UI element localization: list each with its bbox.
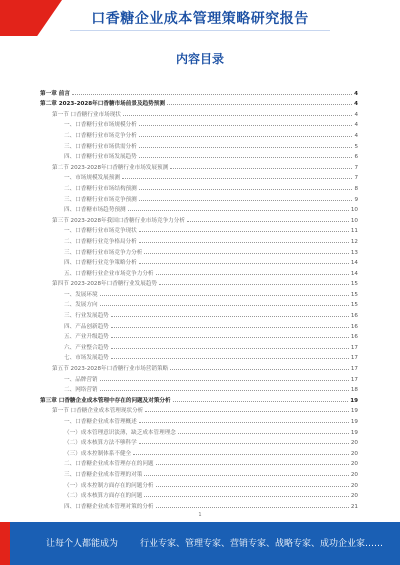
- toc-leader-dots: [139, 443, 349, 444]
- toc-entry-page: 14: [350, 270, 358, 277]
- toc-entry-page: 10: [350, 217, 358, 224]
- toc-entry[interactable]: [40, 150, 358, 161]
- toc-entry-title: 一、品牌营销: [64, 376, 98, 383]
- footer-slogan-left: 让每个人都能成为: [46, 539, 119, 549]
- toc-leader-dots: [128, 210, 349, 211]
- toc-entry-title: （二）成本核算方面存在的问题: [64, 493, 143, 500]
- toc-leader-dots: [139, 147, 353, 148]
- toc-entry[interactable]: [40, 372, 358, 383]
- toc-leader-dots: [139, 200, 353, 201]
- toc-entry[interactable]: [40, 118, 358, 129]
- toc-leader-dots: [144, 496, 349, 497]
- toc-leader-dots: [170, 369, 349, 370]
- table-of-contents: [40, 86, 358, 510]
- toc-entry[interactable]: [40, 139, 358, 150]
- toc-entry-title: 四、口香糖企业成本管理对策的分析: [64, 503, 154, 510]
- toc-entry-title: 第四节 2023-2028年口香糖行业发展趋势: [52, 281, 157, 288]
- toc-entry-page: 20: [350, 461, 358, 468]
- toc-leader-dots: [139, 125, 353, 126]
- toc-entry[interactable]: [40, 160, 358, 171]
- toc-leader-dots: [100, 305, 349, 306]
- toc-leader-dots: [111, 316, 349, 317]
- toc-leader-dots: [156, 486, 349, 487]
- toc-entry-title: 三、口香糖行业市场竞争预测: [64, 196, 137, 203]
- toc-leader-dots: [139, 231, 349, 232]
- toc-entry[interactable]: [40, 107, 358, 118]
- toc-entry-page: 17: [350, 344, 358, 351]
- toc-leader-dots: [100, 295, 349, 296]
- toc-entry-page: 18: [350, 387, 358, 394]
- toc-entry[interactable]: [40, 446, 358, 457]
- toc-entry[interactable]: [40, 478, 358, 489]
- toc-leader-dots: [139, 242, 349, 243]
- toc-entry-page: 19: [350, 408, 358, 415]
- toc-leader-dots: [156, 464, 349, 465]
- toc-entry-title: 二、口香糖行业市场竞争分析: [64, 132, 137, 139]
- toc-entry-title: 第一章 前言: [40, 90, 70, 97]
- toc-entry-page: 5: [354, 143, 358, 150]
- toc-entry-page: 20: [350, 482, 358, 489]
- toc-entry-title: 一、市场规模发展预测: [64, 175, 120, 182]
- toc-entry[interactable]: [40, 277, 358, 288]
- toc-leader-dots: [173, 401, 349, 402]
- toc-leader-dots: [139, 422, 349, 423]
- toc-entry-title: 七、市场发展趋势: [64, 355, 109, 362]
- toc-entry-page: 17: [350, 376, 358, 383]
- toc-entry[interactable]: [40, 361, 358, 372]
- toc-leader-dots: [100, 390, 349, 391]
- toc-entry[interactable]: [40, 467, 358, 478]
- toc-entry[interactable]: [40, 436, 358, 447]
- toc-entry-page: 19: [350, 419, 358, 425]
- toc-entry-title: （一）成本控制方面存在的问题分析: [64, 482, 154, 489]
- toc-entry-page: 4: [354, 122, 358, 129]
- toc-leader-dots: [100, 380, 349, 381]
- toc-entry[interactable]: [40, 457, 358, 468]
- toc-leader-dots: [159, 284, 349, 285]
- toc-entry-title: 第五节 2023-2028年口香糖行业市场营销策略: [52, 366, 169, 373]
- toc-entry-page: 20: [350, 440, 358, 447]
- toc-entry-title: 二、口香糖行业市场结构预测: [64, 185, 137, 192]
- toc-entry-title: 六、产业整合趋势: [64, 344, 109, 351]
- toc-entry-page: 12: [350, 238, 358, 245]
- toc-heading: 内容目录: [175, 52, 224, 66]
- toc-entry-page: 19: [350, 397, 358, 404]
- toc-leader-dots: [111, 358, 349, 359]
- toc-entry[interactable]: [40, 414, 358, 425]
- toc-leader-dots: [123, 115, 353, 116]
- toc-entry-title: 第一节 口香糖行业市场现状: [52, 111, 121, 118]
- toc-entry-page: 15: [350, 291, 358, 298]
- toc-leader-dots: [156, 274, 349, 275]
- toc-leader-dots: [72, 94, 352, 95]
- toc-entry-title: 四、产品创新趋势: [64, 323, 109, 330]
- toc-entry[interactable]: [40, 203, 358, 214]
- toc-leader-dots: [139, 136, 353, 137]
- toc-entry-title: 五、口香糖行业企业市场竞争力分析: [64, 270, 154, 277]
- toc-entry-page: 21: [350, 503, 358, 510]
- toc-leader-dots: [144, 475, 349, 476]
- toc-entry-page: 7: [354, 175, 358, 182]
- toc-entry-page: 17: [350, 366, 358, 373]
- toc-entry-title: 第三章 口香糖企业成本管理中存在的问题及对策分析: [40, 397, 171, 404]
- page-header: [0, 0, 400, 38]
- toc-entry-page: 7: [354, 164, 358, 171]
- toc-leader-dots: [187, 221, 349, 222]
- toc-leader-dots: [170, 168, 352, 169]
- footer-banner: [0, 522, 400, 565]
- toc-leader-dots: [145, 411, 349, 412]
- toc-leader-dots: [139, 189, 353, 190]
- toc-entry-title: 三、口香糖行业市场供需分析: [64, 143, 137, 150]
- toc-leader-dots: [178, 433, 349, 434]
- toc-entry-title: 四、口香糖市场趋势预测: [64, 207, 126, 214]
- toc-entry-page: 19: [350, 429, 358, 436]
- footer-slogan-right: 行业专家、管理专家、营销专家、战略专家、成功企业家……: [140, 539, 384, 549]
- toc-entry[interactable]: [40, 171, 358, 182]
- toc-entry-title: （二）成本核算方法不够科学: [64, 440, 137, 447]
- toc-entry-title: 二、口香糖企业成本管理存在的问题: [64, 461, 154, 468]
- toc-entry[interactable]: [40, 383, 358, 394]
- toc-entry-page: 4: [354, 101, 358, 108]
- toc-entry-title: 第二节 2023-2028年口香糖行业市场发展预测: [52, 164, 169, 171]
- toc-entry-page: 16: [350, 313, 358, 320]
- toc-entry[interactable]: [40, 393, 358, 404]
- toc-entry-title: 第三节 2023-2028年我国口香糖行业市场竞争力分析: [52, 217, 185, 224]
- footer-slogan: [46, 536, 383, 549]
- toc-entry[interactable]: [40, 213, 358, 224]
- toc-entry-page: 6: [354, 154, 358, 161]
- toc-leader-dots: [139, 263, 349, 264]
- toc-entry-title: 二、口香糖行业竞争格局分析: [64, 238, 137, 245]
- toc-entry[interactable]: [40, 86, 358, 97]
- toc-entry-title: 第一节 口香糖企业成本管理现状分析: [52, 408, 144, 415]
- toc-entry[interactable]: [40, 330, 358, 341]
- toc-entry[interactable]: [40, 256, 358, 267]
- toc-leader-dots: [156, 507, 349, 508]
- toc-entry[interactable]: [40, 97, 358, 108]
- toc-entry-page: 4: [354, 111, 358, 118]
- title-underline: [70, 30, 330, 31]
- toc-leader-dots: [111, 348, 349, 349]
- toc-entry[interactable]: [40, 351, 358, 362]
- toc-entry-title: 一、发展环境: [64, 291, 98, 298]
- toc-leader-dots: [111, 327, 349, 328]
- toc-entry-title: 一、口香糖企业成本管理概述: [64, 419, 137, 425]
- toc-entry[interactable]: [40, 308, 358, 319]
- toc-entry[interactable]: [40, 192, 358, 203]
- toc-entry-title: 四、口香糖行业市场发展趋势: [64, 154, 137, 161]
- toc-leader-dots: [144, 253, 349, 254]
- toc-entry-page: 10: [350, 207, 358, 214]
- toc-entry-page: 13: [350, 249, 358, 256]
- toc-entry-title: 一、口香糖行业市场规模分析: [64, 122, 137, 129]
- toc-entry-title: 三、口香糖企业成本管理的对策: [64, 471, 143, 478]
- toc-entry-page: 16: [350, 334, 358, 341]
- toc-leader-dots: [111, 337, 349, 338]
- toc-entry-title: 二、发展方向: [64, 302, 98, 309]
- document-title: 口香糖企业成本管理策略研究报告: [91, 11, 309, 27]
- toc-leader-dots: [122, 178, 352, 179]
- toc-entry-page: 4: [354, 90, 358, 97]
- toc-entry[interactable]: [40, 404, 358, 415]
- toc-entry-page: 17: [350, 355, 358, 362]
- page-number: 1: [198, 512, 202, 518]
- toc-entry-title: 二、网络营销: [64, 387, 98, 394]
- toc-entry[interactable]: [40, 234, 358, 245]
- toc-entry-page: 11: [350, 228, 358, 235]
- toc-entry[interactable]: [40, 245, 358, 256]
- toc-entry[interactable]: [40, 266, 358, 277]
- footer-red-stripe: [0, 522, 10, 565]
- toc-entry[interactable]: [40, 298, 358, 309]
- toc-entry-title: 五、产业升级趋势: [64, 334, 109, 341]
- toc-leader-dots: [133, 454, 349, 455]
- toc-entry[interactable]: [40, 181, 358, 192]
- toc-leader-dots: [139, 157, 353, 158]
- toc-entry-title: （三）成本控制体系不健全: [64, 450, 132, 457]
- toc-entry-page: 8: [354, 185, 358, 192]
- toc-entry[interactable]: [40, 287, 358, 298]
- toc-entry-page: 9: [354, 196, 358, 203]
- toc-entry[interactable]: [40, 128, 358, 139]
- toc-entry[interactable]: [40, 489, 358, 500]
- toc-entry-page: 20: [350, 471, 358, 478]
- toc-leader-dots: [167, 104, 352, 105]
- toc-entry[interactable]: [40, 499, 358, 510]
- toc-entry[interactable]: [40, 340, 358, 351]
- toc-entry-page: 16: [350, 323, 358, 330]
- toc-entry-page: 4: [354, 132, 358, 139]
- toc-entry-title: 四、口香糖行业竞争策略分析: [64, 260, 137, 267]
- toc-entry[interactable]: [40, 425, 358, 436]
- toc-entry[interactable]: [40, 224, 358, 235]
- toc-entry-title: 一、口香糖行业市场竞争现状: [64, 228, 137, 235]
- toc-entry-page: 20: [350, 450, 358, 457]
- toc-entry-title: 三、行业发展趋势: [64, 313, 109, 320]
- toc-entry-title: 三、口香糖行业市场竞争力分析: [64, 249, 143, 256]
- toc-entry-page: 14: [350, 260, 358, 267]
- toc-entry[interactable]: [40, 319, 358, 330]
- toc-entry-title: 第二章 2023-2028年口香糖市场前景及趋势预测: [40, 101, 165, 108]
- toc-entry-page: 20: [350, 493, 358, 500]
- toc-entry-page: 15: [350, 302, 358, 309]
- toc-entry-title: （一）成本管理意识淡薄，缺乏成本管理理念: [64, 429, 176, 436]
- toc-entry-page: 15: [350, 281, 358, 288]
